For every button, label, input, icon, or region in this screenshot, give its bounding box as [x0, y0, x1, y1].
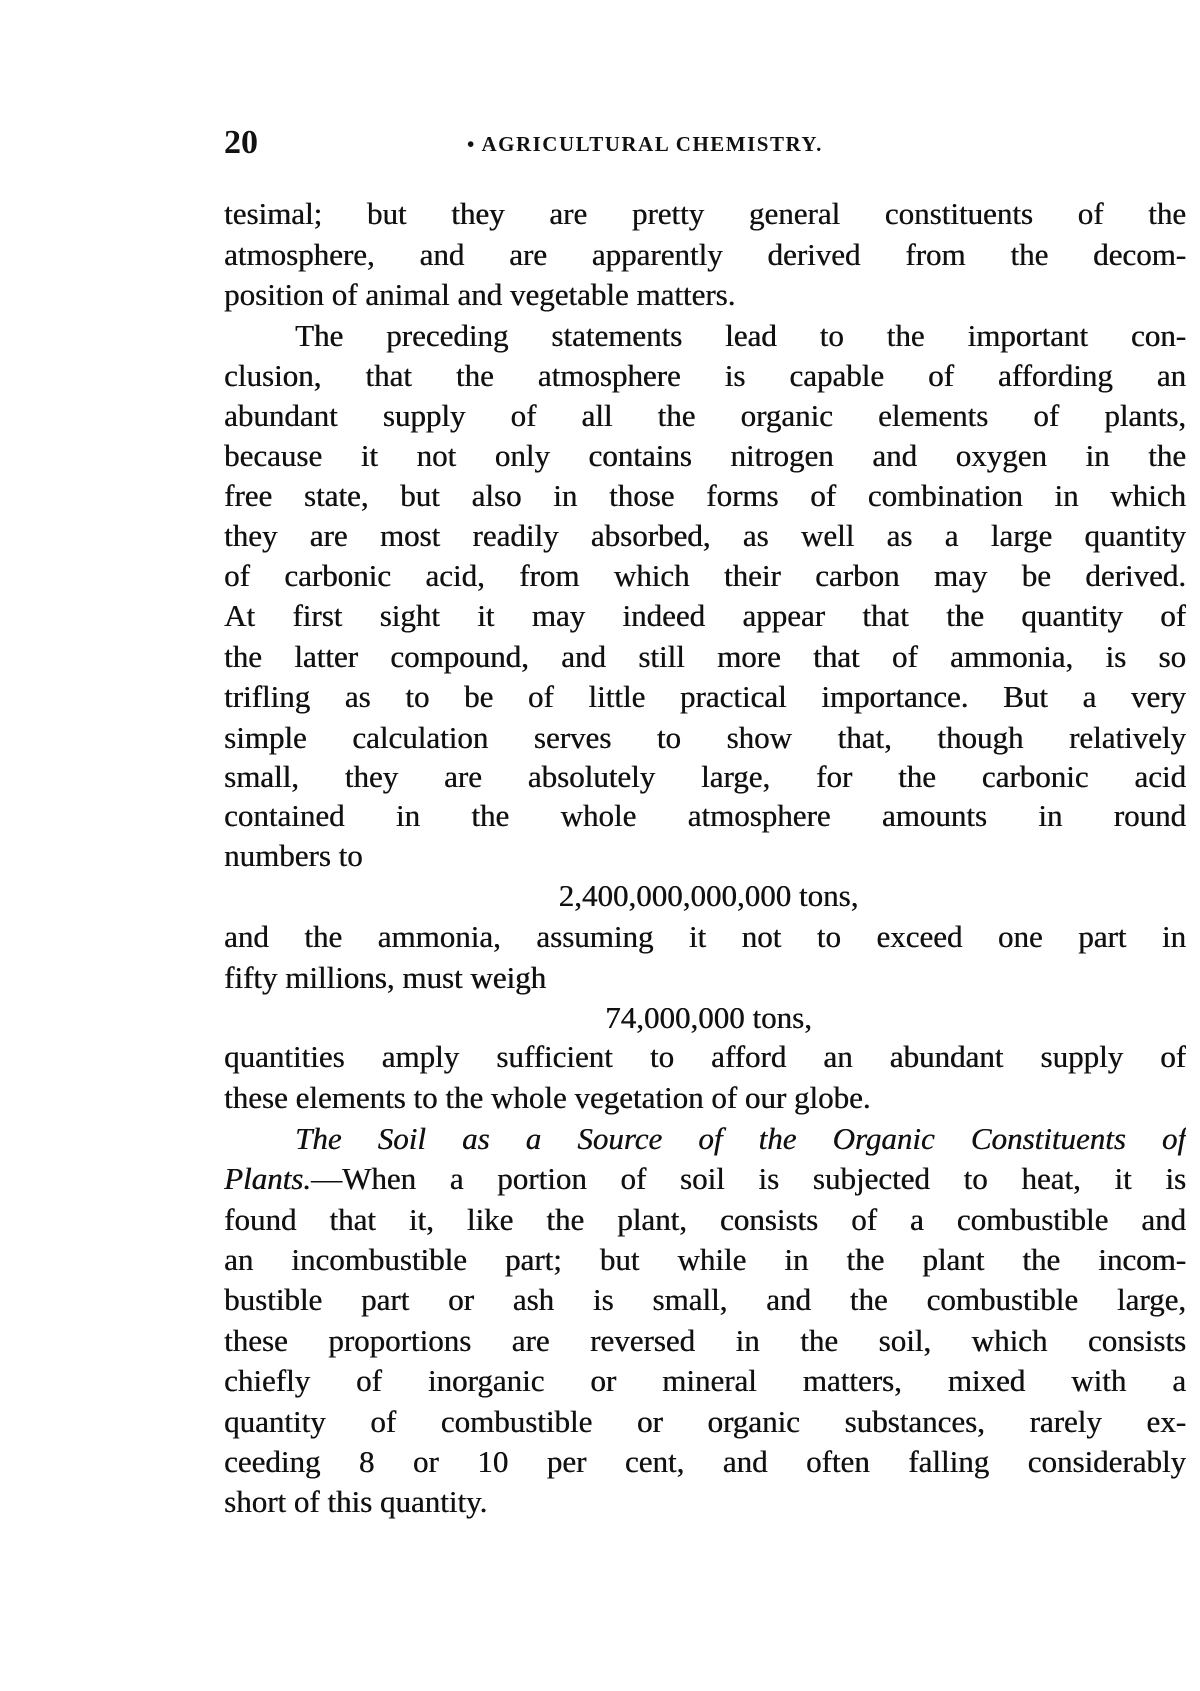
text-line: chiefly of inorganic or mineral matters, mixed with a — [224, 1363, 1186, 1399]
quantity-line: 2,400,000,000,000 tons, — [558, 877, 859, 913]
text-line: position of animal and vegetable matters. — [224, 276, 736, 312]
text-line: these proportions are reversed in the soil, which consists — [224, 1322, 1186, 1358]
text-line: quantities amply sufficient to afford an abundant supply of — [224, 1039, 1186, 1075]
running-title: • AGRICULTURAL CHEMISTRY. — [467, 132, 823, 156]
text-line: trifling as to be of little practical importance. But a very — [224, 679, 1186, 715]
text-line: contained in the whole atmosphere amounts in round — [224, 798, 1186, 834]
text-line: found that it, like the plant, consists of a combustible and — [224, 1201, 1186, 1237]
text-line: and the ammonia, assuming it not to exceed one part in — [224, 919, 1186, 955]
text-line — [224, 1159, 1186, 1201]
text-line: short of this quantity. — [224, 1484, 488, 1520]
text-line: simple calculation serves to show that, though relatively — [224, 719, 1186, 755]
text-line: of carbonic acid, from which their carbon may be derived. — [224, 558, 1186, 594]
text-line: ceeding 8 or 10 per cent, and often falling considerably — [224, 1443, 1186, 1479]
text-line: atmosphere, and are apparently derived from the decom- — [224, 237, 1186, 273]
text-line: they are most readily absorbed, as well as a large quantity — [224, 517, 1186, 553]
text-line: because it not only contains nitrogen and oxygen in the — [224, 438, 1186, 474]
text-line: bustible part or ash is small, and the combustible large, — [224, 1282, 1186, 1318]
quantity-line: 74,000,000 tons, — [605, 999, 812, 1035]
text-line: small, they are absolutely large, for the carbonic acid — [224, 758, 1186, 794]
text-line: abundant supply of all the organic elements of plants, — [224, 397, 1186, 433]
text-line: quantity of combustible or organic substances, rarely ex- — [224, 1403, 1186, 1439]
text-line: free state, but also in those forms of combination in which — [224, 478, 1186, 514]
page-number: 20 — [224, 124, 258, 161]
text-line: the latter compound, and still more that of ammonia, is so — [224, 638, 1186, 674]
text-line: The preceding statements lead to the important con- — [295, 318, 1186, 354]
text-line: tesimal; but they are pretty general constituents of the — [224, 195, 1186, 231]
text-line: numbers to — [224, 838, 363, 874]
text-span: —When a portion of soil is subjected to heat, it is — [310, 1161, 1186, 1197]
text-line: these elements to the whole vegetation of our globe. — [224, 1079, 871, 1115]
text-line: fifty millions, must weigh — [224, 959, 547, 995]
section-heading-line: The Soil as a Source of the Organic Constituents of — [295, 1120, 1186, 1156]
text-line: At first sight it may indeed appear that the quantity of — [224, 598, 1186, 634]
text-line: an incombustible part; but while in the plant the incom- — [224, 1242, 1186, 1278]
text-line: clusion, that the atmosphere is capable of affording an — [224, 358, 1186, 394]
section-heading-end: Plants. — [224, 1161, 311, 1197]
